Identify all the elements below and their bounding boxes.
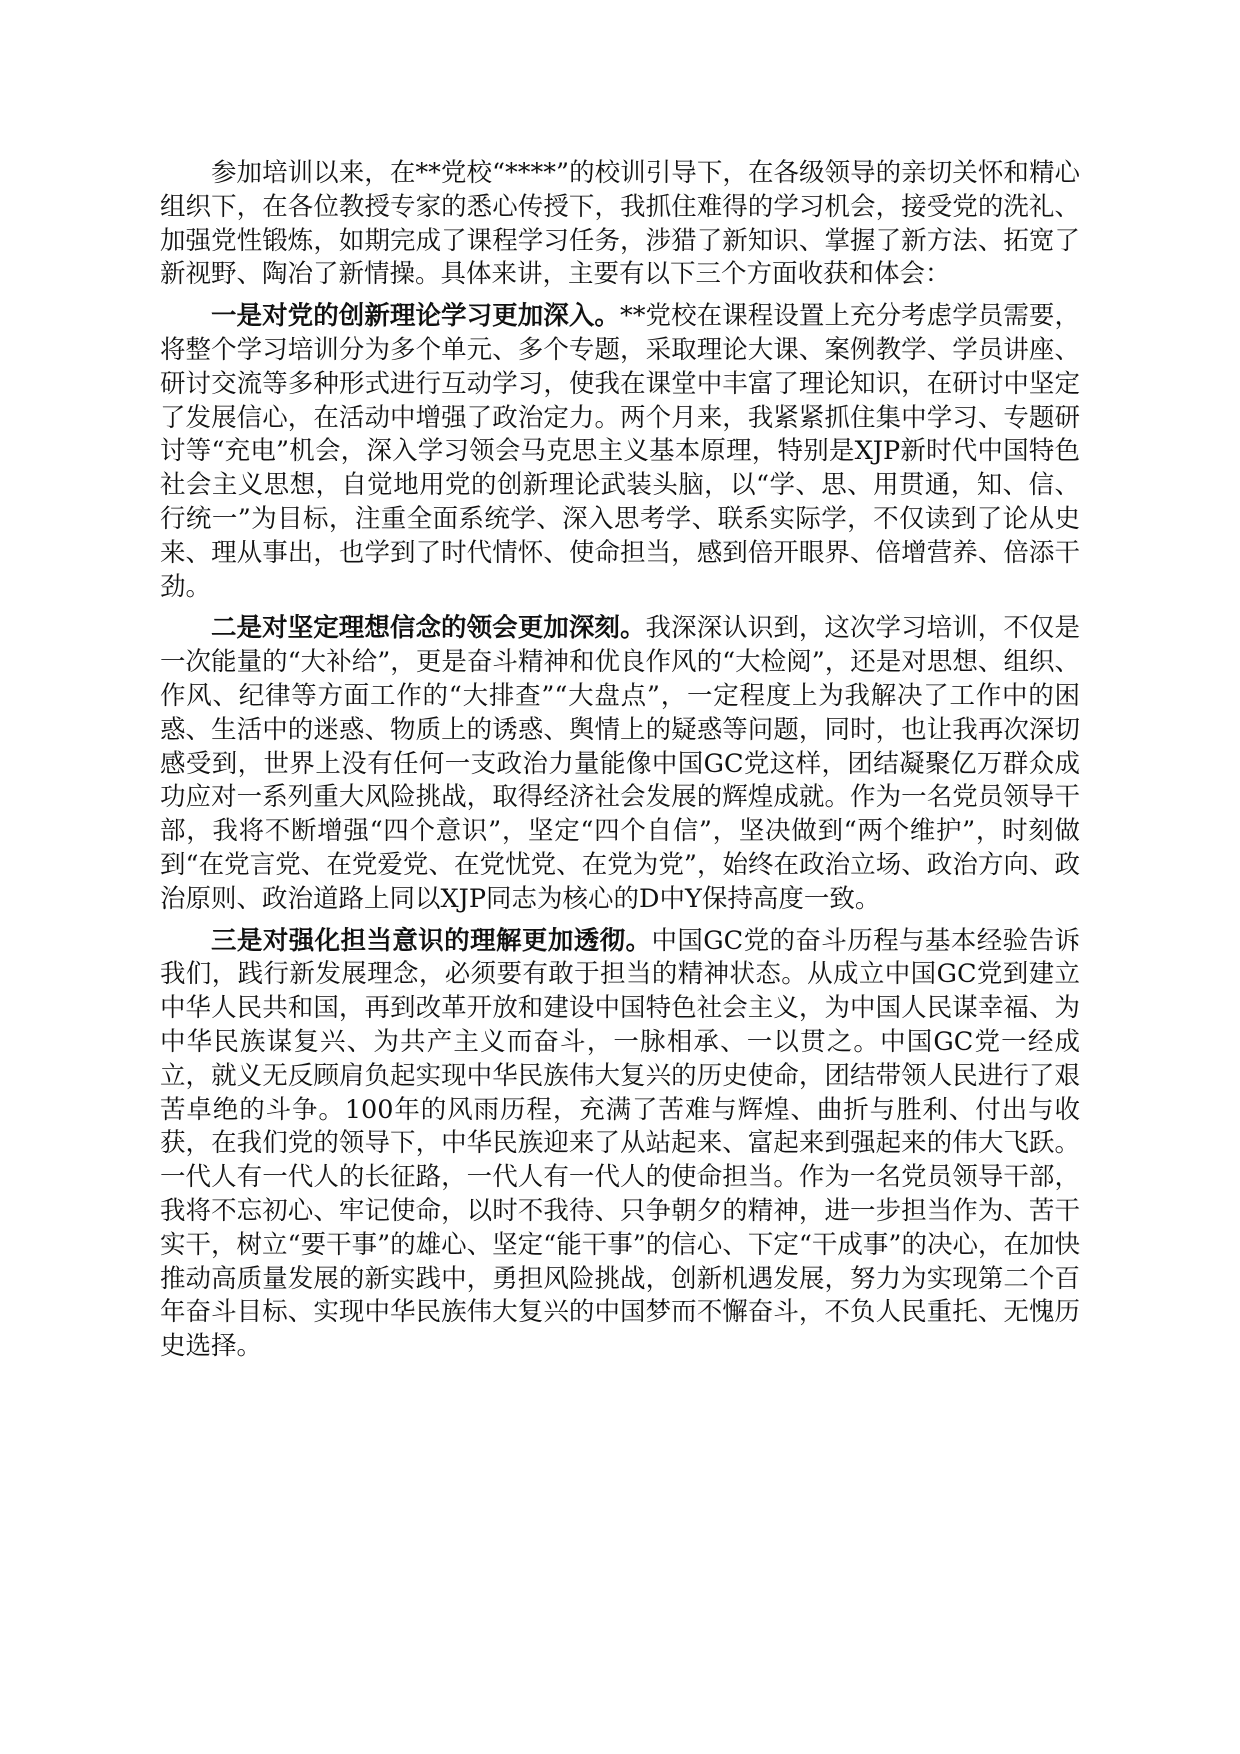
paragraph-intro bbox=[160, 157, 1080, 292]
paragraph-text: 参加培训以来，在**党校“****”的校训引导下，在各级领导的亲切关怀和精心组织下，在各位教授专家的悉心传授下，我抓住难得的学习机会，接受党的洗礼、加强党性锻炼，如期完成了课程学习任务，涉猎了新知识、掌握了新方法、拓宽了新视野、陶冶了新情操。具体来讲，主要有以下三个方面收获和体会： bbox=[160, 158, 1080, 290]
paragraph-lead: 三是对强化担当意识的理解更加透彻。 bbox=[211, 925, 652, 956]
paragraph-lead: 二是对坚定理想信念的领会更加深刻。 bbox=[211, 613, 646, 644]
paragraph-lead: 一是对党的创新理论学习更加深入。 bbox=[211, 301, 620, 332]
paragraph-text: **党校在课程设置上充分考虑学员需要，将整个学习培训分为多个单元、多个专题，采取理论大课、案例教学、学员讲座、研讨交流等多种形式进行互动学习，使我在课堂中丰富了理论知识，在研讨中坚定了发展信心，在活动中增强了政治定力。两个月来，我紧紧抓住集中学习、专题研讨等“充电”机会，深入学习领会马克思主义基本原理，特别是XJP新时代中国特色社会主义思想，自觉地用党的创新理论武装头脑，以“学、思、用贯通，知、信、行统一”为目标，注重全面系统学、深入思考学、联系实际学，不仅读到了论从史来、理从事出，也学到了时代情怀、使命担当，感到倍开眼界、倍增营养、倍添干劲。 bbox=[160, 301, 1080, 602]
document-body bbox=[160, 157, 1080, 1372]
paragraph-text: 我深深认识到，这次学习培训，不仅是一次能量的“大补给”，更是奋斗精神和优良作风的“大检阅”，还是对思想、组织、作风、纪律等方面工作的“大排查”“大盘点”，一定程度上为我解决了工作中的困惑、生活中的迷惑、物质上的诱惑、舆情上的疑惑等问题，同时，也让我再次深切感受到，世界上没有任何一支政治力量能像中国GC党这样，团结凝聚亿万群众成功应对一系列重大风险挑战，取得经济社会发展的辉煌成就。作为一名党员领导干部，我将不断增强“四个意识”，坚定“四个自信”，坚决做到“两个维护”，时刻做到“在党言党、在党爱党、在党忧党、在党为党”，始终在政治立场、政治方向、政治原则、政治道路上同以XJP同志为核心的D中Y保持高度一致。 bbox=[160, 613, 1080, 914]
paragraph-point-1 bbox=[160, 300, 1080, 604]
paragraph-point-3 bbox=[160, 925, 1080, 1364]
paragraph-text: 中国GC党的奋斗历程与基本经验告诉我们，践行新发展理念，必须要有敢于担当的精神状态。从成立中国GC党到建立中华人民共和国，再到改革开放和建设中国特色社会主义，为中国人民谋幸福、为中华民族谋复兴、为共产主义而奋斗，一脉相承、一以贯之。中国GC党一经成立，就义无反顾肩负起实现中华民族伟大复兴的历史使命，团结带领人民进行了艰苦卓绝的斗争。100年的风雨历程，充满了苦难与辉煌、曲折与胜利、付出与收获，在我们党的领导下，中华民族迎来了从站起来、富起来到强起来的伟大飞跃。一代人有一代人的长征路，一代人有一代人的使命担当。作为一名党员领导干部，我将不忘初心、牢记使命，以时不我待、只争朝夕的精神，进一步担当作为、苦干实干，树立“要干事”的雄心、坚定“能干事”的信心、下定“干成事”的决心，在加快推动高质量发展的新实践中，勇担风险挑战，创新机遇发展，努力为实现第二个百年奋斗目标、实现中华民族伟大复兴的中国梦而不懈奋斗，不负人民重托、无愧历史选择。 bbox=[160, 925, 1080, 1362]
paragraph-point-2 bbox=[160, 612, 1080, 916]
